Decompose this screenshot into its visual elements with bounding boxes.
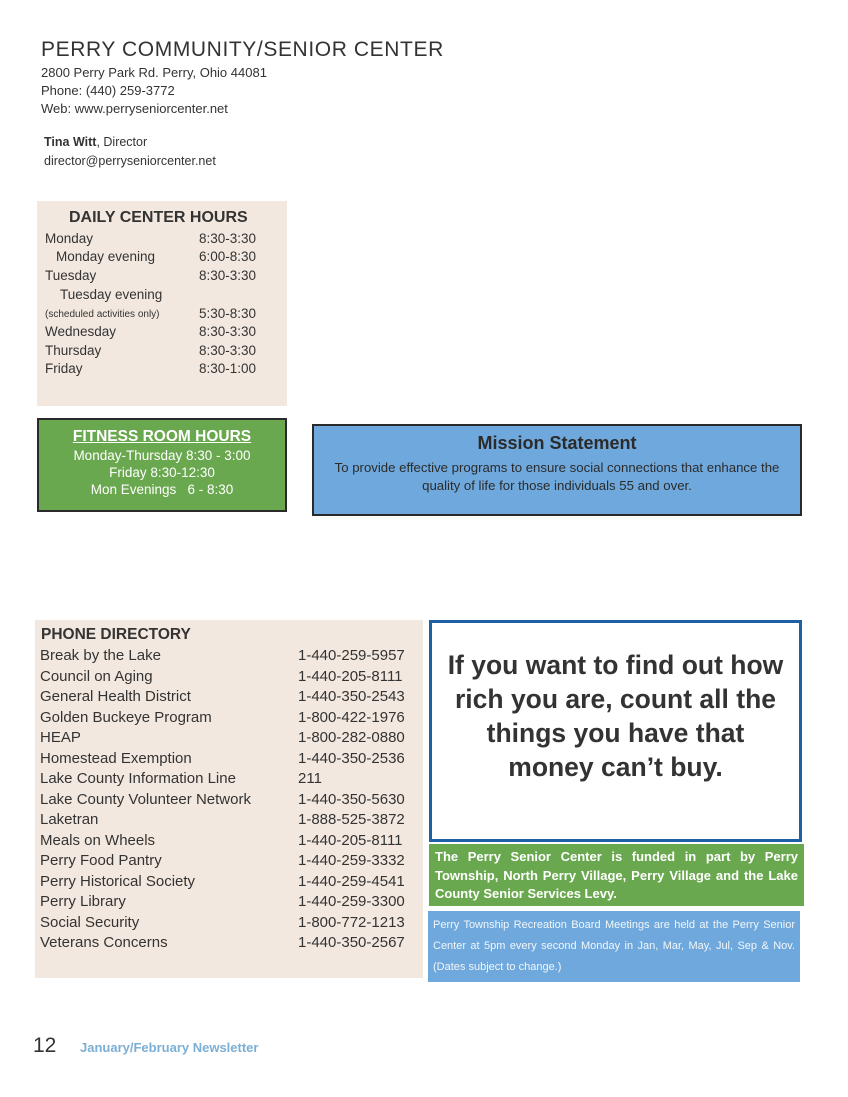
director-line <box>44 135 147 149</box>
phone-directory-title: PHONE DIRECTORY <box>41 626 191 643</box>
director-name: Tina Witt <box>44 135 97 149</box>
website: Web: www.perryseniorcenter.net <box>41 101 228 116</box>
daily-hours-panel <box>37 201 287 406</box>
directory-phone: 1-440-259-3332 <box>298 852 405 869</box>
directory-phone: 1-440-350-2543 <box>298 688 405 705</box>
directory-phone: 1-440-259-4541 <box>298 873 405 890</box>
hours-time: 8:30-3:30 <box>199 231 257 246</box>
directory-phone: 1-888-525-3872 <box>298 811 405 828</box>
hours-day: Tuesday evening <box>60 287 163 302</box>
mission-panel <box>312 424 802 516</box>
newsletter-title: January/February Newsletter <box>80 1040 259 1055</box>
fitness-hours-title: FITNESS ROOM HOURS <box>72 428 252 445</box>
recreation-text: Perry Township Recreation Board Meetings are held at the Perry Senior Center at 5pm every second Monday in Jan, Mar, May, Jul, Sep & Nov. (Dates subject to change.) <box>433 919 795 973</box>
fitness-line: Mon Evenings 6 - 8:30 <box>90 482 234 497</box>
hours-time: 8:30-3:30 <box>199 268 257 283</box>
recreation-panel <box>428 911 800 982</box>
quote-text: If you want to find out how rich you are, count all the things you have that money can’t buy. <box>447 650 784 782</box>
directory-phone: 1-800-282-0880 <box>298 729 405 746</box>
directory-name: Veterans Concerns <box>40 934 168 951</box>
fitness-hours-panel <box>37 418 287 512</box>
directory-phone: 1-440-350-5630 <box>298 791 405 808</box>
directory-phone: 1-440-259-5957 <box>298 647 405 664</box>
page-number: 12 <box>33 1034 57 1057</box>
directory-name: General Health District <box>40 688 191 705</box>
directory-name: Perry Food Pantry <box>40 852 162 869</box>
hours-day: Wednesday <box>45 324 117 339</box>
directory-name: Homestead Exemption <box>40 750 192 767</box>
directory-name: Perry Historical Society <box>40 873 196 890</box>
directory-name: Golden Buckeye Program <box>40 709 212 726</box>
directory-name: Lake County Information Line <box>40 770 236 787</box>
directory-name: Break by the Lake <box>40 647 161 664</box>
quote-panel <box>429 620 802 842</box>
directory-phone: 1-800-422-1976 <box>298 709 405 726</box>
hours-day: (scheduled activities only) <box>45 309 160 320</box>
funding-panel <box>429 844 804 906</box>
director-email: director@perryseniorcenter.net <box>44 154 216 168</box>
directory-name: Social Security <box>40 914 140 931</box>
mission-title: Mission Statement <box>477 433 637 453</box>
directory-phone: 1-440-205-8111 <box>298 832 403 849</box>
daily-hours-title: DAILY CENTER HOURS <box>69 209 248 226</box>
hours-time: 6:00-8:30 <box>199 249 257 264</box>
hours-time: 5:30-8:30 <box>199 306 257 321</box>
hours-time: 8:30-1:00 <box>199 361 257 376</box>
hours-time: 8:30-3:30 <box>199 324 257 339</box>
directory-phone: 1-800-772-1213 <box>298 914 405 931</box>
directory-name: Council on Aging <box>40 668 153 685</box>
fitness-line: Friday 8:30-12:30 <box>109 465 215 480</box>
directory-name: Laketran <box>40 811 99 828</box>
directory-name: Meals on Wheels <box>40 832 156 849</box>
directory-name: Lake County Volunteer Network <box>40 791 251 808</box>
hours-time: 8:30-3:30 <box>199 343 257 358</box>
hours-day: Thursday <box>45 343 102 358</box>
hours-day: Monday evening <box>56 249 156 264</box>
funding-text: The Perry Senior Center is funded in part by Perry Township, North Perry Village, Perry Village and the Lake County Senior Services Levy. <box>435 849 798 901</box>
mission-text: To provide effective programs to ensure social connections that enhance the quality of life for those individuals 55 and over. <box>334 460 780 493</box>
phone-directory-panel <box>35 620 423 978</box>
page-title: PERRY COMMUNITY/SENIOR CENTER <box>41 38 444 61</box>
phone-number: Phone: (440) 259-3772 <box>41 83 175 98</box>
directory-phone: 211 <box>298 770 322 787</box>
directory-phone: 1-440-350-2536 <box>298 750 405 767</box>
fitness-line: Monday-Thursday 8:30 - 3:00 <box>73 448 251 463</box>
hours-day: Tuesday <box>45 268 97 283</box>
director-title: , Director <box>96 135 148 149</box>
hours-day: Monday <box>45 231 94 246</box>
directory-phone: 1-440-205-8111 <box>298 668 403 685</box>
directory-phone: 1-440-259-3300 <box>298 893 405 910</box>
directory-phone: 1-440-350-2567 <box>298 934 405 951</box>
directory-name: Perry Library <box>40 893 126 910</box>
hours-day: Friday <box>45 361 83 376</box>
address: 2800 Perry Park Rd. Perry, Ohio 44081 <box>41 65 267 80</box>
directory-name: HEAP <box>40 729 81 746</box>
